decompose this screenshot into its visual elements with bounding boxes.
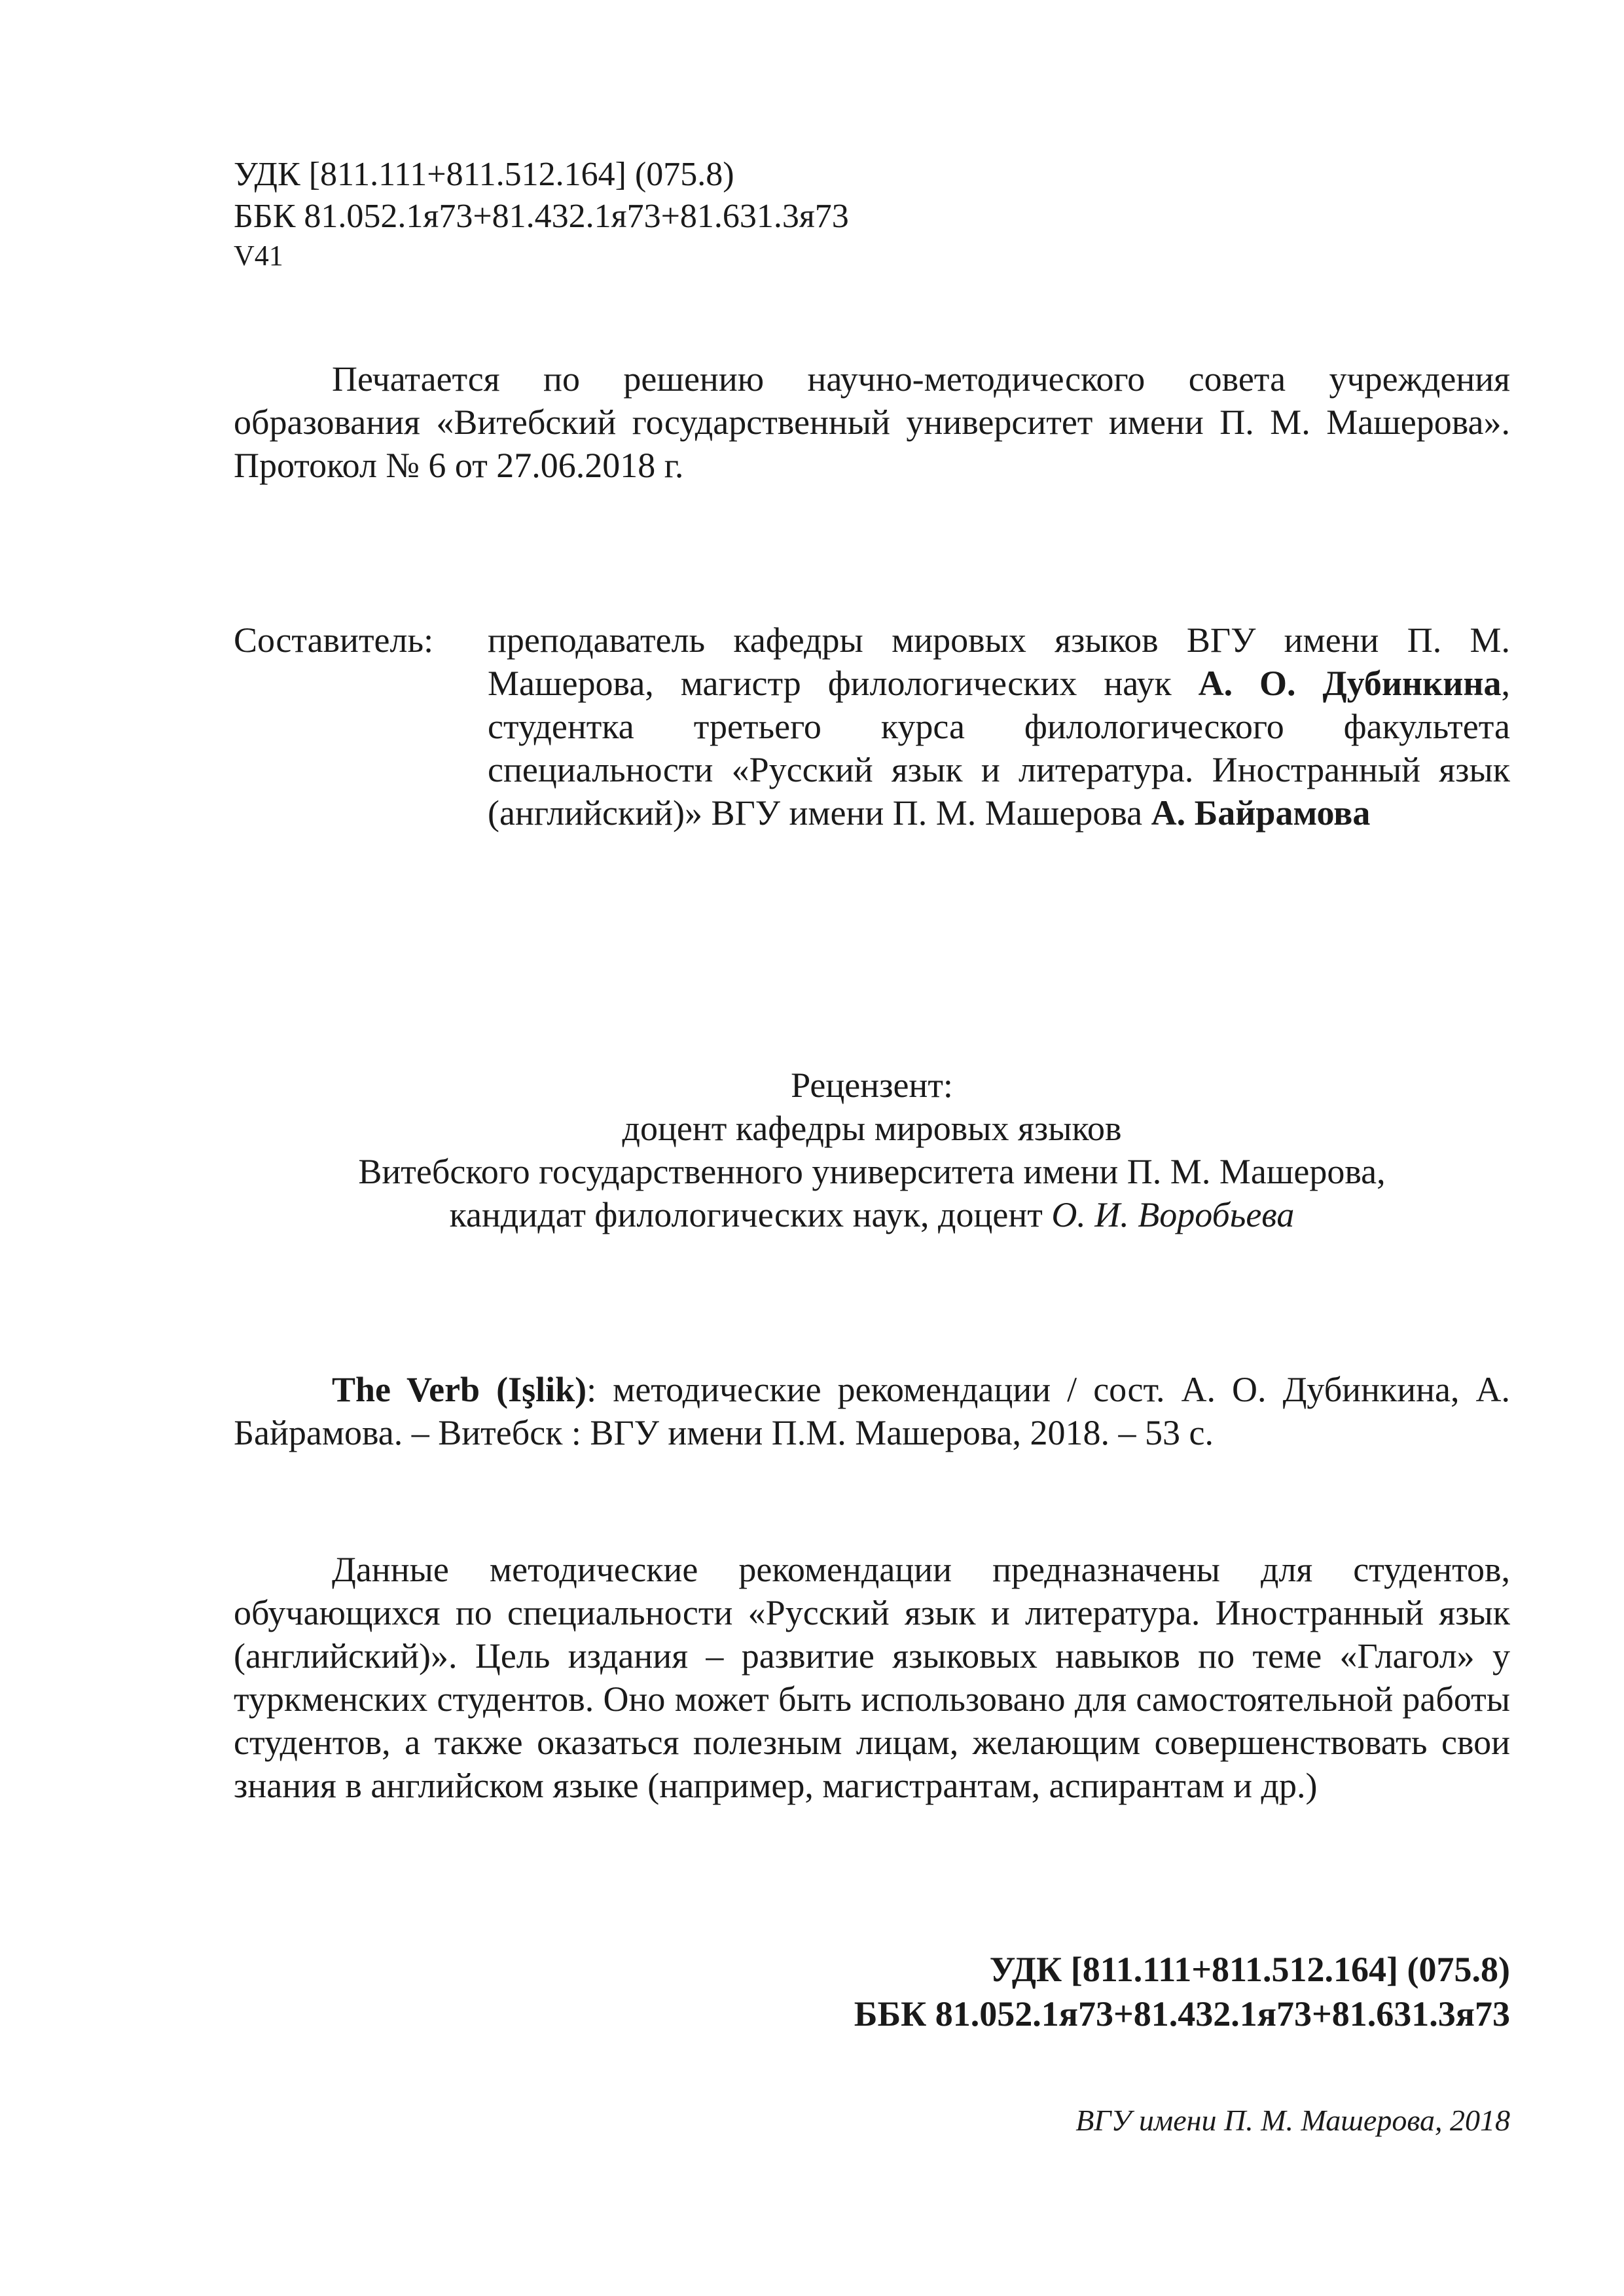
compiler-name-2: А. Байрамова <box>1151 793 1371 833</box>
reviewer-line-1: доцент кафедры мировых языков <box>622 1109 1122 1148</box>
compiler-text-2: , студентка третьего курса филологического факультета специальности «Русский язык и литература. Иностранный язык (английский)» ВГУ имени П. М. Машерова <box>488 664 1510 833</box>
bbk-code: ББК 81.052.1я73+81.432.1я73+81.631.3я73 <box>234 198 849 235</box>
author-mark: V41 <box>234 240 283 272</box>
reviewer-name: О. И. Воробьева <box>1051 1195 1295 1234</box>
footer-udk-code: УДК [811.111+811.512.164] (075.8) <box>989 1950 1510 1989</box>
book-title: The Verb (Işlik) <box>332 1370 587 1409</box>
publication-decision: Печатается по решению научно-методического совета учреждения образования «Витебский государственный университет имени П. М. Машерова». Протокол № 6 от 27.06.2018 г. <box>234 359 1510 485</box>
bibliographic-text: : методические рекомендации / сост. А. О. Дубинкина, А. Байрамова. – Витебск : ВГУ имени П.М. Машерова, 2018. – 53 с. <box>234 1370 1510 1452</box>
reviewer-label: Рецензент: <box>791 1066 953 1105</box>
compiler-label: Составитель: <box>234 620 434 660</box>
annotation: Данные методические рекомендации предназначены для студентов, обучающихся по специальности «Русский язык и литература. Иностранный язык (английский)». Цель издания – развитие языковых навыков по теме «Глагол» у туркменских студентов. Оно может быть использовано для самостоятельной работы студентов, а также оказаться полезным лицам, желающим совершенствовать свои знания в английском языке (например, магистрантам, аспирантам и др.) <box>234 1550 1510 1805</box>
header-codes <box>234 154 1477 274</box>
compiler-text-1: преподаватель кафедры мировых языков ВГУ имени П. М. Машерова, магистр филологических наук <box>488 620 1510 703</box>
reviewer-line-2: Витебского государственного университета имени П. М. Машерова, <box>358 1152 1386 1191</box>
copyright-line: ВГУ имени П. М. Машерова, 2018 <box>1075 2104 1510 2137</box>
compiler-name-1: А. О. Дубинкина <box>1198 664 1502 703</box>
reviewer-block <box>234 1064 1510 1236</box>
bibliographic-entry <box>234 1368 1510 1454</box>
compiler-text <box>488 619 1510 834</box>
reviewer-line-3-wrap <box>234 1193 1510 1236</box>
footer-bbk-code: ББК 81.052.1я73+81.432.1я73+81.631.3я73 <box>854 1994 1510 2034</box>
reviewer-line-3: кандидат филологических наук, доцент <box>449 1195 1043 1234</box>
footer-codes <box>234 1947 1510 2036</box>
udk-code: УДК [811.111+811.512.164] (075.8) <box>234 156 734 193</box>
